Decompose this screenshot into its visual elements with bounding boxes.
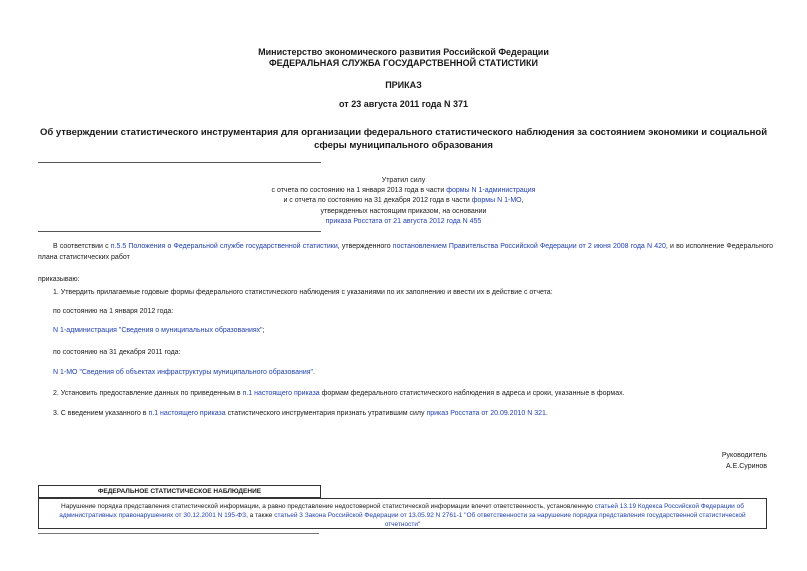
- regulation-5-5-link[interactable]: п.5.5 Положения о Федеральной службе государственной статистики: [110, 243, 338, 250]
- notice-text-1: Нарушение порядка представления статистической информации, а равно представление недостоверной статистической информации влечет ответственность, установленную: [61, 503, 595, 510]
- item-3-text-2: статистического инструментария признать утратившим силу: [225, 410, 427, 417]
- lost-force-line-5: [0, 216, 807, 227]
- lost-force-comma: ,: [521, 197, 524, 204]
- liability-notice-box: [38, 498, 767, 529]
- preamble-text-2: , утвержденного: [337, 243, 393, 250]
- form-1-mo-link[interactable]: формы N 1-МО: [471, 197, 522, 204]
- item-3: [53, 410, 548, 417]
- form-1-end: ;: [262, 327, 265, 334]
- form-2-end: .: [313, 369, 315, 376]
- item-2: [53, 390, 625, 397]
- item-2-text-1: 2. Установить предоставление данных по приведенным в: [53, 390, 243, 397]
- koap-13-19-link[interactable]: статьей 13.19 Кодекса Российской Федерации об административных правонарушениях от 30.12.2001 N 195-ФЗ: [59, 503, 744, 519]
- item-1-reference-link[interactable]: п.1 настоящего приказа: [242, 390, 320, 397]
- law-2761-1-link[interactable]: статьей 3 Закона Российской Федерации от 13.05.92 N 2761-1 "Об ответственности за нарушение порядка представления государственной статистической отчетности": [274, 512, 746, 528]
- document-title: Об утверждении статистического инструментария для организации федерального статистического наблюдения за состоянием экономики и социальной сферы муниципального образования: [39, 127, 768, 151]
- preamble-text-3: , и во исполнение Федерального плана статистических работ: [38, 243, 774, 261]
- item-1: 1. Утвердить прилагаемые годовые формы федерального статистического наблюдения с указаниями по их заполнению и ввести их в действие с отчета:: [53, 289, 553, 296]
- item-1-form-1: [53, 327, 265, 334]
- ministry-name: Министерство экономического развития Российской Федерации: [258, 47, 549, 57]
- document-type: ПРИКАЗ: [385, 80, 422, 90]
- form-1-administration-doc-link[interactable]: N 1-администрация "Сведения о муниципальных образованиях": [53, 327, 263, 334]
- rosstat-order-321-link[interactable]: приказ Росстата от 20.09.2010 N 321: [426, 410, 546, 417]
- signature-position: Руководитель: [721, 452, 767, 459]
- divider: [38, 231, 321, 232]
- item-2-text-2: формам федерального статистического наблюдения в адреса и сроки, указанные в формах.: [319, 390, 625, 397]
- signature-name: А.Е.Суринов: [726, 463, 767, 470]
- item-3-text-3: .: [545, 410, 548, 417]
- divider: [38, 162, 321, 163]
- rosstat-order-455-link[interactable]: приказа Росстата от 21 августа 2012 года N 455: [325, 218, 482, 225]
- item-1-form-2: [53, 369, 315, 376]
- federal-observation-box: ФЕДЕРАЛЬНОЕ СТАТИСТИЧЕСКОЕ НАБЛЮДЕНИЕ: [38, 485, 321, 498]
- lost-force-line-4: утвержденных настоящим приказом, на основании: [320, 208, 487, 215]
- document-date-number: от 23 августа 2011 года N 371: [339, 99, 468, 109]
- lost-force-text-3: и с отчета по состоянию на 31 декабря 2012 года в части: [283, 197, 472, 204]
- item-1-date-2: по состоянию на 31 декабря 2011 года:: [53, 349, 181, 356]
- lost-force-heading: Утратил силу: [381, 177, 426, 184]
- divider: [38, 533, 319, 534]
- form-1-mo-doc-link[interactable]: N 1-МО "Сведения об объектах инфраструктуры муниципального образования": [53, 369, 314, 376]
- lost-force-line-3: [0, 195, 807, 206]
- order-word: приказываю:: [38, 276, 80, 283]
- lost-force-text-2: с отчета по состоянию на 1 января 2013 года в части: [271, 187, 447, 194]
- preamble-text-1: В соответствии с: [53, 243, 111, 250]
- service-name: ФЕДЕРАЛЬНАЯ СЛУЖБА ГОСУДАРСТВЕННОЙ СТАТИСТИКИ: [269, 58, 538, 68]
- item-3-text-1: 3. С введением указанного в: [53, 410, 149, 417]
- item-1-reference-link-2[interactable]: п.1 настоящего приказа: [148, 410, 226, 417]
- notice-text-2: , а также: [246, 512, 275, 519]
- form-1-administration-link[interactable]: формы N 1-администрация: [446, 187, 536, 194]
- government-decree-420-link[interactable]: постановлением Правительства Российской Федерации от 2 июня 2008 года N 420: [392, 243, 666, 250]
- preamble-paragraph: [38, 241, 773, 263]
- item-1-date-1: по состоянию на 1 января 2012 года:: [53, 308, 174, 315]
